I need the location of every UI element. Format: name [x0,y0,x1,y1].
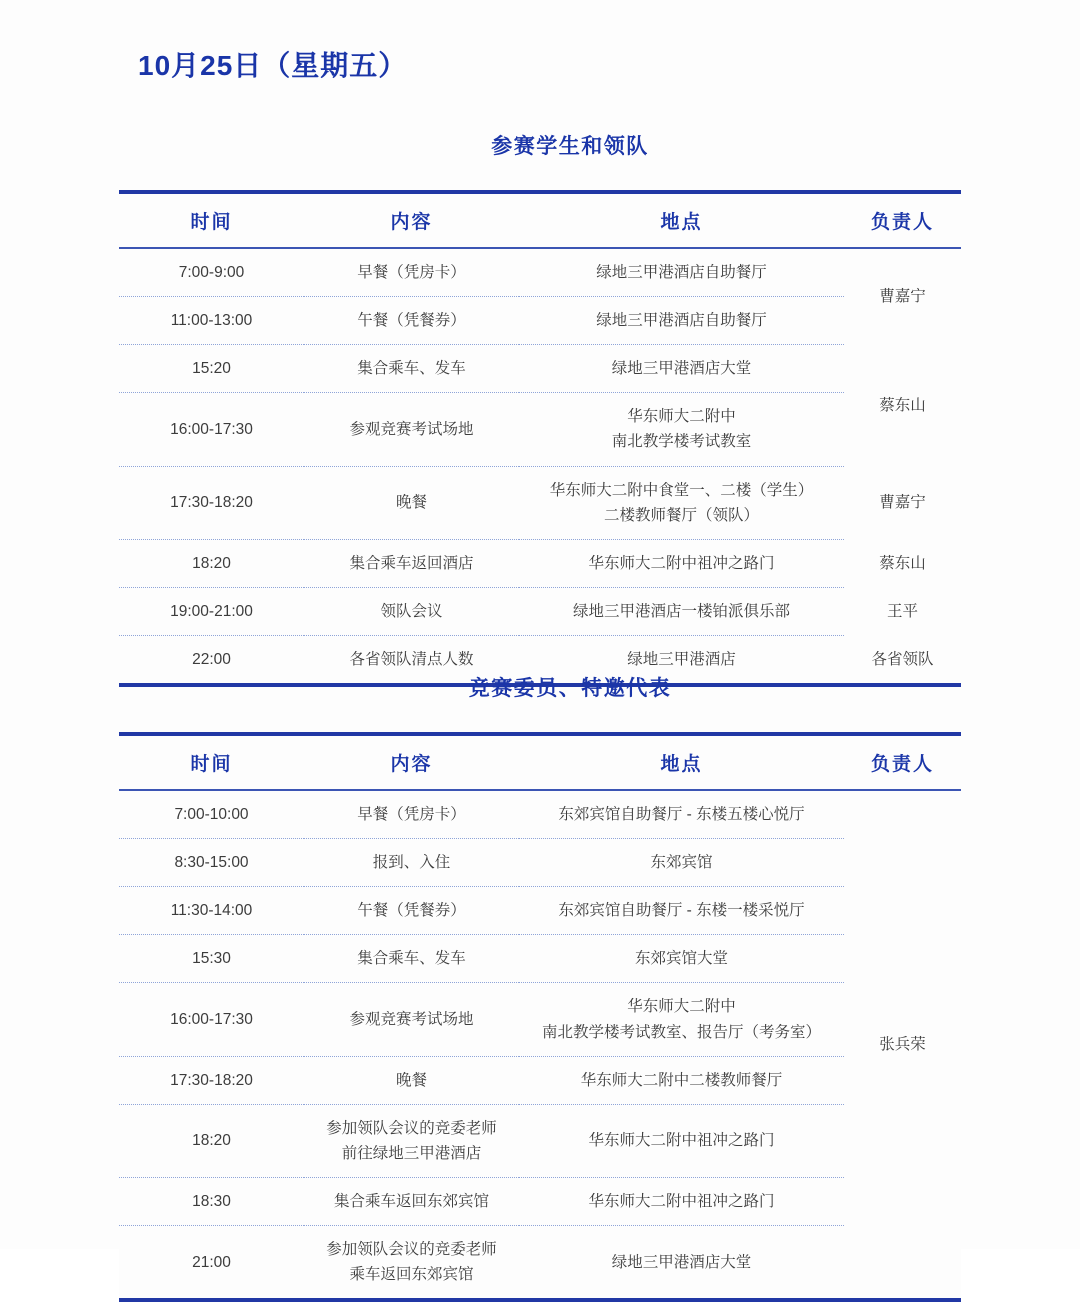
cell-time: 18:30 [119,1177,304,1225]
table-body-students [119,248,961,683]
cell-line: 早餐（凭房卡） [357,806,466,823]
cell-person: 张兵荣 [844,790,961,1298]
cell-line: 参观竞赛考试场地 [349,1010,474,1028]
table-row [119,297,961,345]
cell-time: 7:00-9:00 [119,248,304,297]
cell-line: 集合乘车返回酒店 [349,554,474,572]
cell-place [519,248,844,297]
cell-place [519,393,844,466]
cell-line: 领队会议 [380,602,443,620]
cell-line: 早餐（凭房卡） [357,264,466,281]
cell-time: 7:00-10:00 [119,790,304,839]
cell-time: 19:00-21:00 [119,587,304,635]
cell-place [519,887,844,935]
table-row [119,539,961,587]
cell-line: 晚餐 [395,494,427,512]
column-header-person: 负责人 [844,192,961,248]
cell-line: 绿地三甲港酒店大堂 [611,360,752,378]
cell-line: 集合乘车、发车 [357,950,466,968]
cell-content [304,466,519,539]
schedule-table-students-wrap [119,190,961,687]
column-header-time: 时间 [119,734,304,790]
cell-line: 东郊宾馆 [650,854,713,872]
page-title: 10月25日（星期五） [138,50,408,81]
cell-content [304,935,519,983]
cell-line: 华东师大二附中二楼教师餐厅 [580,1071,783,1089]
cell-place [519,539,844,587]
table-row [119,393,961,466]
cell-line: 华东师大二附中祖冲之路门 [588,1132,775,1150]
cell-line: 东郊宾馆自助餐厅 - 东楼一楼采悦厅 [558,902,805,920]
cell-content [304,587,519,635]
cell-content [304,1226,519,1299]
table-row [119,345,961,393]
cell-person: 蔡东山 [844,539,961,587]
cell-content [304,839,519,887]
cell-place [519,1177,844,1225]
column-header-place: 地点 [519,734,844,790]
cell-content [304,1177,519,1225]
cell-line: 各省领队清点人数 [349,650,474,668]
cell-time: 16:00-17:30 [119,983,304,1056]
table-row [119,248,961,297]
cell-line: 东郊宾馆自助餐厅 - 东楼五楼心悦厅 [558,806,805,823]
table-row [119,839,961,887]
table-row [119,983,961,1056]
column-header-person: 负责人 [844,734,961,790]
cell-line: 华东师大二附中 [627,998,736,1016]
table-row [119,587,961,635]
table-body-committee [119,790,961,1298]
table-row [119,1104,961,1177]
cell-line: 参加领队会议的竞委老师 [326,1241,497,1259]
cell-content [304,1056,519,1104]
cell-line: 南北教学楼考试教室 [611,433,752,451]
cell-line: 晚餐 [395,1071,427,1089]
cell-line: 华东师大二附中祖冲之路门 [588,1192,775,1210]
cell-content [304,248,519,297]
cell-place [519,345,844,393]
cell-content [304,297,519,345]
cell-line: 前往绿地三甲港酒店 [341,1144,482,1162]
cell-line: 参观竞赛考试场地 [349,420,474,438]
cell-time: 15:20 [119,345,304,393]
table-row [119,1177,961,1225]
cell-person: 王平 [844,587,961,635]
schedule-table-committee-wrap [119,732,961,1302]
cell-content [304,790,519,839]
cell-time: 21:00 [119,1226,304,1299]
table-bottom-rule-committee [119,1298,961,1302]
cell-place [519,839,844,887]
cell-line: 绿地三甲港酒店自助餐厅 [596,312,767,330]
cell-line: 集合乘车、发车 [357,360,466,378]
cell-time: 16:00-17:30 [119,393,304,466]
section-committee [0,672,1080,1302]
table-row [119,790,961,839]
table-row [119,466,961,539]
cell-line: 二楼教师餐厅（领队） [603,506,759,524]
cell-line: 绿地三甲港酒店 [627,650,736,668]
cell-place [519,587,844,635]
section-students [0,130,1080,687]
column-header-time: 时间 [119,192,304,248]
cell-time: 17:30-18:20 [119,466,304,539]
cell-content [304,1104,519,1177]
cell-line: 午餐（凭餐券） [357,312,466,330]
cell-content [304,539,519,587]
cell-content [304,983,519,1056]
table-header-row [119,734,961,790]
schedule-table-committee [119,732,961,1298]
section-title-students: 参赛学生和领队 [491,135,649,158]
table-row [119,887,961,935]
cell-person: 曹嘉宁 [844,248,961,345]
cell-line: 午餐（凭餐券） [357,902,466,920]
column-header-content: 内容 [304,192,519,248]
cell-time: 11:30-14:00 [119,887,304,935]
cell-line: 华东师大二附中食堂一、二楼（学生） [549,481,814,499]
table-row [119,1056,961,1104]
table-header-row [119,192,961,248]
table-row [119,935,961,983]
cell-place [519,935,844,983]
column-header-content: 内容 [304,734,519,790]
cell-time: 18:20 [119,539,304,587]
cell-place [519,790,844,839]
cell-person: 各省领队 [844,635,961,683]
cell-line: 集合乘车返回东郊宾馆 [333,1192,489,1210]
cell-line: 绿地三甲港酒店自助餐厅 [596,264,767,281]
cell-place [519,983,844,1056]
cell-line: 乘车返回东郊宾馆 [349,1266,474,1284]
cell-time: 11:00-13:00 [119,297,304,345]
column-header-place: 地点 [519,192,844,248]
cell-line: 报到、入住 [372,854,451,872]
cell-line: 绿地三甲港酒店一楼铂派俱乐部 [572,602,790,620]
table-header-students [119,192,961,248]
cell-place [519,297,844,345]
cell-line: 华东师大二附中 [627,408,736,426]
cell-line: 南北教学楼考试教室、报告厅（考务室） [541,1023,821,1041]
cell-time: 8:30-15:00 [119,839,304,887]
cell-time: 22:00 [119,635,304,683]
cell-content [304,393,519,466]
cell-line: 华东师大二附中祖冲之路门 [588,554,775,572]
cell-place [519,466,844,539]
schedule-table-students [119,190,961,683]
cell-place [519,1226,844,1299]
cell-place [519,1104,844,1177]
cell-line: 参加领队会议的竞委老师 [326,1119,497,1137]
cell-content [304,887,519,935]
cell-place [519,1056,844,1104]
cell-time: 18:20 [119,1104,304,1177]
cell-content [304,345,519,393]
section-title-committee: 竞赛委员、特邀代表 [468,677,672,700]
cell-time: 17:30-18:20 [119,1056,304,1104]
cell-line: 绿地三甲港酒店大堂 [611,1253,752,1271]
cell-person: 蔡东山 [844,345,961,466]
cell-line: 东郊宾馆大堂 [634,950,728,968]
table-header-committee [119,734,961,790]
table-row [119,1226,961,1299]
cell-person: 曹嘉宁 [844,466,961,539]
cell-time: 15:30 [119,935,304,983]
